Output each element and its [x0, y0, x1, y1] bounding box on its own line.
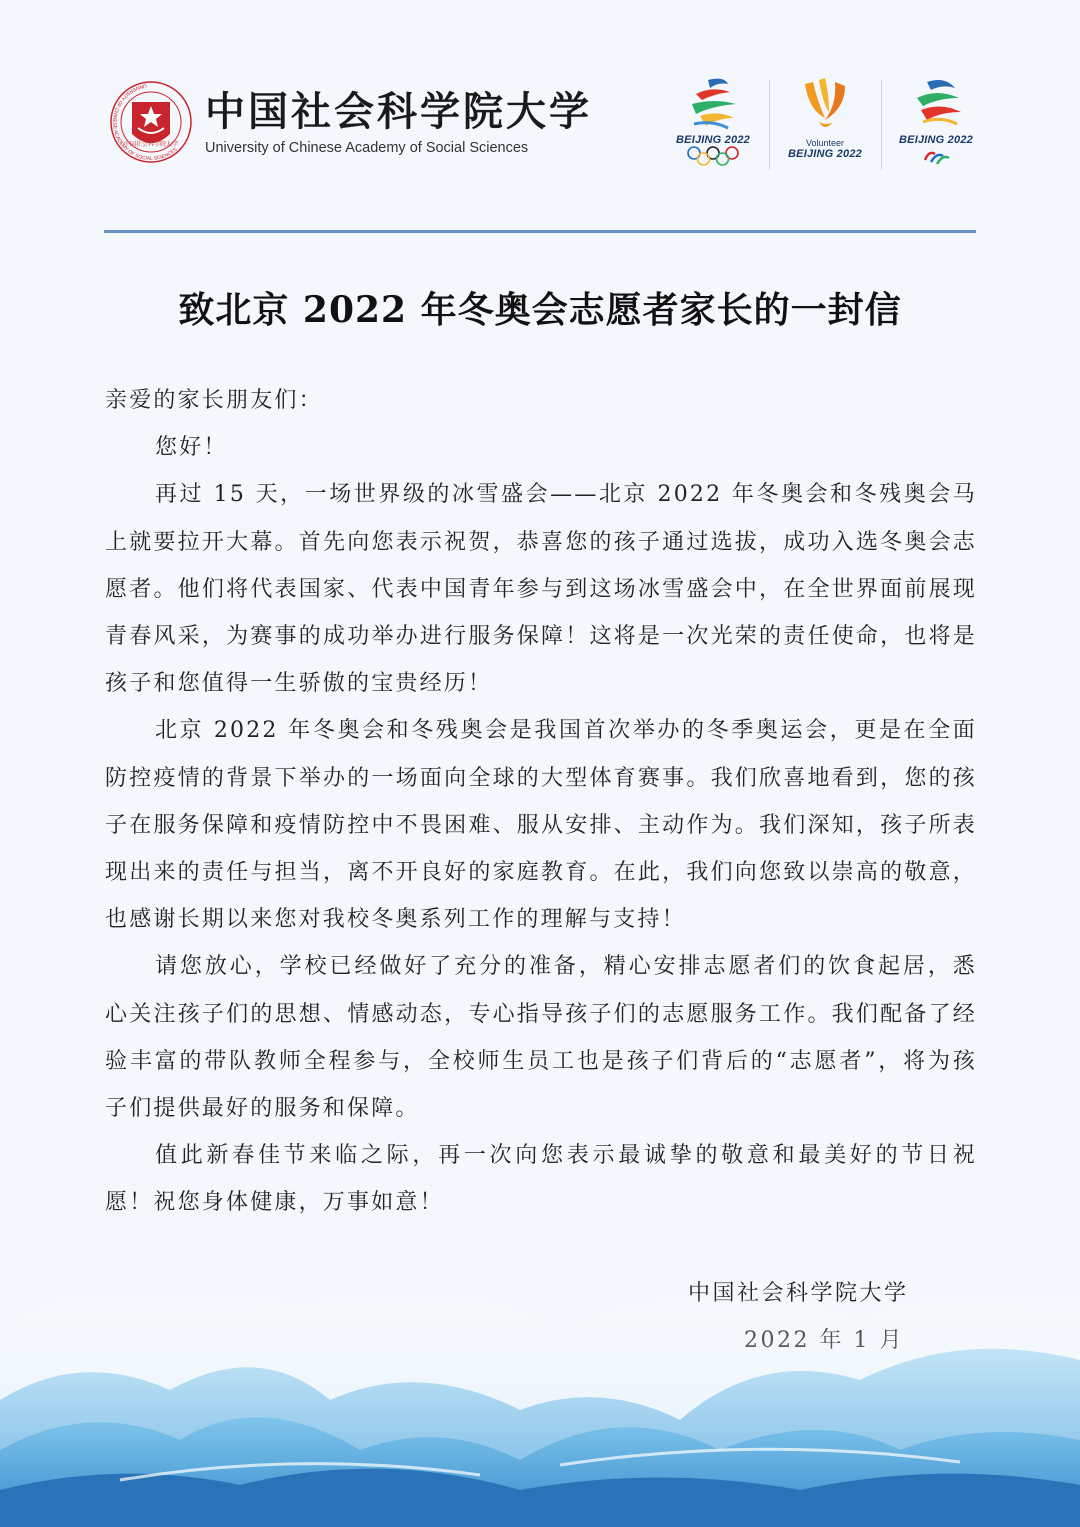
salutation: 亲爱的家长朋友们：	[105, 388, 323, 413]
university-name-en: University of Chinese Academy of Social Sciences	[205, 140, 529, 156]
emblem-divider	[769, 80, 770, 170]
beijing-2022-olympic-emblem	[668, 74, 758, 166]
beijing-2022-paralympic-emblem	[890, 74, 982, 166]
volunteer-emblem-sub: Volunteer	[805, 138, 845, 148]
greeting: 您好！	[155, 435, 228, 461]
paragraph: 北京 2022 年冬奥会和冬残奥会是我国首次举办的冬季奥运会，更是在全面防控疫情的背景下举办的一场面向全球的大型体育赛事。我们欣喜地看到，您的孩子在服务保障和疫情防控中不畏困难、服从安排、主动作为。我们深知，孩子所表现出来的责任与担当，离不开良好的家庭教育。在此，我们向您致以崇高的敬意，也感谢长期以来您对我校冬奥系列工作的理解与支持！	[105, 718, 977, 933]
beijing-2022-volunteer-emblem	[780, 74, 870, 160]
paralympic-emblem-label: BEIJING 2022	[899, 134, 973, 146]
letter-body	[105, 377, 977, 1227]
header-rule	[104, 230, 976, 233]
university-name	[205, 88, 592, 156]
mountain-decoration	[0, 1150, 1080, 1527]
page-title: 致北京 2022 年冬奥会志愿者家长的一封信	[178, 289, 902, 331]
logo-ring-text: UNIVERSITY OF CHINESE ACADEMY OF SOCIAL SCIENCES	[111, 82, 179, 163]
signature-org: 中国社会科学院大学	[688, 1281, 909, 1306]
paragraph: 请您放心，学校已经做好了充分的准备，精心安排志愿者们的饮食起居，悉心关注孩子们的思想、情感动态，专心指导孩子们的志愿服务工作。我们配备了经验丰富的带队教师全程参与，全校师生员工也是孩子们背后的“志愿者”，将为孩子们提供最好的服务和保障。	[105, 954, 977, 1122]
logo-inner-text: 中国社会科学院大学	[123, 141, 179, 148]
university-logo	[110, 72, 192, 174]
emblem-divider	[881, 80, 882, 170]
agitos-icon	[921, 146, 951, 166]
paralympic-emblem-icon	[901, 74, 971, 134]
olympic-emblem-label: BEIJING 2022	[676, 134, 750, 146]
olympic-rings-icon	[685, 146, 741, 166]
volunteer-emblem-label: BEIJING 2022	[788, 148, 862, 160]
paragraph: 值此新春佳节来临之际，再一次向您表示最诚挚的敬意和最美好的节日祝愿！祝您身体健康，万事如意！	[105, 1143, 977, 1216]
olympic-emblem-icon	[678, 74, 748, 134]
volunteer-emblem-icon	[795, 74, 855, 138]
paragraph: 再过 15 天，一场世界级的冰雪盛会——北京 2022 年冬奥会和冬残奥会马上就要拉开大幕。首先向您表示祝贺，恭喜您的孩子通过选拔，成功入选冬奥会志愿者。他们将代表国家、代表中国青年参与到这场冰雪盛会中，在全世界面前展现青春风采，为赛事的成功举办进行服务保障！这将是一次光荣的责任使命，也将是孩子和您值得一生骄傲的宝贵经历！	[105, 482, 977, 697]
university-name-zh: 中国社会科学院大学	[205, 88, 592, 135]
